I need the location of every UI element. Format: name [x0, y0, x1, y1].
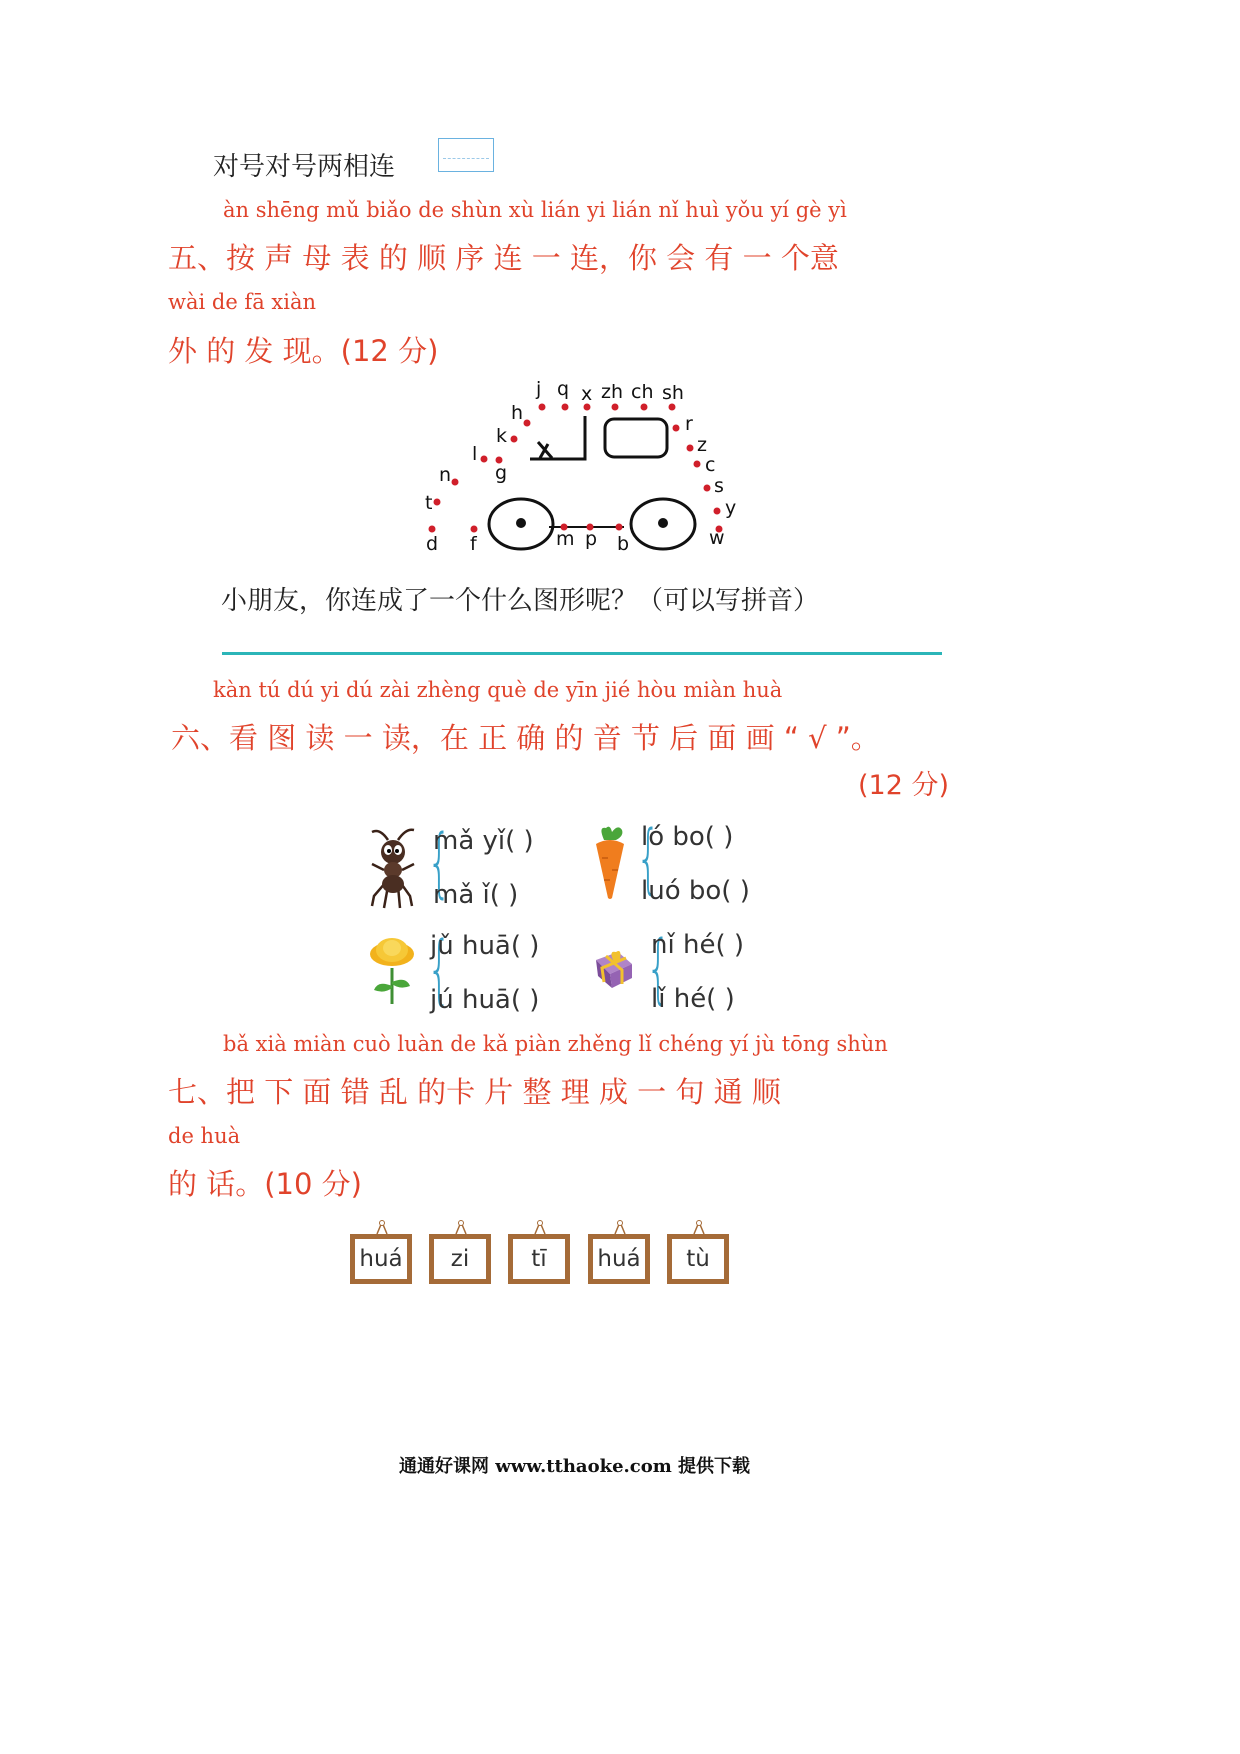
connect-dots-car-figure: [410, 372, 750, 557]
letter-s: s: [714, 475, 724, 497]
letter-ch: ch: [631, 381, 654, 403]
letter-n: n: [439, 464, 452, 486]
dot-points: [429, 404, 723, 533]
chrysanthemum-brace: {: [427, 924, 452, 1013]
q6-heading: 六、看 图 读 一 读，在 正 确 的 音 节 后 面 画 “ √ ”。: [171, 721, 880, 755]
gift-box-icon: [592, 946, 636, 990]
letter-h: h: [511, 402, 524, 424]
carrot-icon: [588, 824, 632, 900]
letter-l: l: [472, 443, 478, 465]
pinyin-card[interactable]: tù: [667, 1234, 729, 1284]
pinyin-card[interactable]: huá: [588, 1234, 650, 1284]
q5-pinyin-line-2: wài de fā xiàn: [168, 290, 317, 314]
chrysanthemum-icon: [366, 936, 418, 1006]
letter-r: r: [685, 413, 693, 435]
q7-heading-line-1: 七、把 下 面 错 乱 的卡 片 整 理 成 一 句 通 顺: [168, 1075, 781, 1109]
ant-icon: [366, 826, 422, 910]
car-side-window: [605, 419, 667, 457]
q5-heading-line-1: 五、按 声 母 表 的 顺 序 连 一 连，你 会 有 一 个意: [168, 241, 839, 275]
letter-zh: zh: [601, 381, 624, 403]
q5-pinyin-line-1: àn shēng mǔ biǎo de shùn xù lián yi lián nǐ huì yǒu yí gè yì: [223, 198, 847, 222]
pinyin-card[interactable]: huá: [350, 1234, 412, 1284]
ant-brace: {: [427, 817, 452, 906]
option-chrysanthemum-2[interactable]: jú huā( ): [430, 985, 540, 1015]
letter-sh: sh: [662, 382, 684, 404]
option-gift-box-1[interactable]: nǐ hé( ): [651, 930, 744, 960]
car-window-line: [530, 416, 585, 459]
footer-source: 通通好课网 www.tthaoke.com 提供下载: [399, 1456, 751, 1477]
letter-g: g: [495, 462, 508, 484]
answer-box[interactable]: [438, 138, 494, 172]
q6-score: (12 分): [858, 770, 950, 801]
letter-j: j: [536, 378, 542, 400]
q5-heading-line-2: 外 的 发 现。(12 分): [168, 334, 439, 368]
letter-m: m: [556, 528, 575, 550]
q5-question: 小朋友，你连成了一个什么图形呢？（可以写拼音）: [221, 586, 820, 616]
option-ant-2[interactable]: mǎ ǐ( ): [433, 880, 519, 910]
carrot-brace: {: [636, 813, 661, 902]
letter-q: q: [557, 378, 570, 400]
top-label: 对号对号两相连: [213, 152, 396, 182]
letter-d: d: [426, 533, 439, 555]
q5-answer-line[interactable]: [222, 652, 942, 655]
q7-pinyin-line-2: de huà: [168, 1124, 241, 1148]
letter-c: c: [705, 454, 716, 476]
q7-pinyin-line-1: bǎ xià miàn cuò luàn de kǎ piàn zhěng lǐ chéng yí jù tōng shùn: [223, 1032, 888, 1056]
letter-k: k: [496, 425, 508, 447]
gift-box-brace: {: [646, 923, 671, 1012]
q6-pinyin: kàn tú dú yi dú zài zhèng què de yīn jié hòu miàn huà: [213, 678, 783, 702]
option-carrot-1[interactable]: ló bo( ): [641, 822, 734, 852]
option-gift-box-2[interactable]: lǐ hé( ): [651, 984, 735, 1014]
pinyin-card[interactable]: tī: [508, 1234, 570, 1284]
option-chrysanthemum-1[interactable]: jǔ huā( ): [430, 931, 540, 961]
pinyin-card[interactable]: zi: [429, 1234, 491, 1284]
option-ant-1[interactable]: mǎ yǐ( ): [433, 826, 534, 856]
letter-w: w: [709, 527, 725, 549]
q7-heading-line-2: 的 话。(10 分): [168, 1167, 362, 1201]
letter-b: b: [617, 533, 630, 555]
letter-x: x: [581, 383, 593, 405]
letter-t: t: [425, 492, 433, 514]
letter-y: y: [725, 497, 737, 519]
option-carrot-2[interactable]: luó bo( ): [641, 876, 750, 906]
letter-z: z: [697, 434, 707, 456]
letter-f: f: [470, 533, 477, 555]
letter-p: p: [585, 528, 598, 550]
